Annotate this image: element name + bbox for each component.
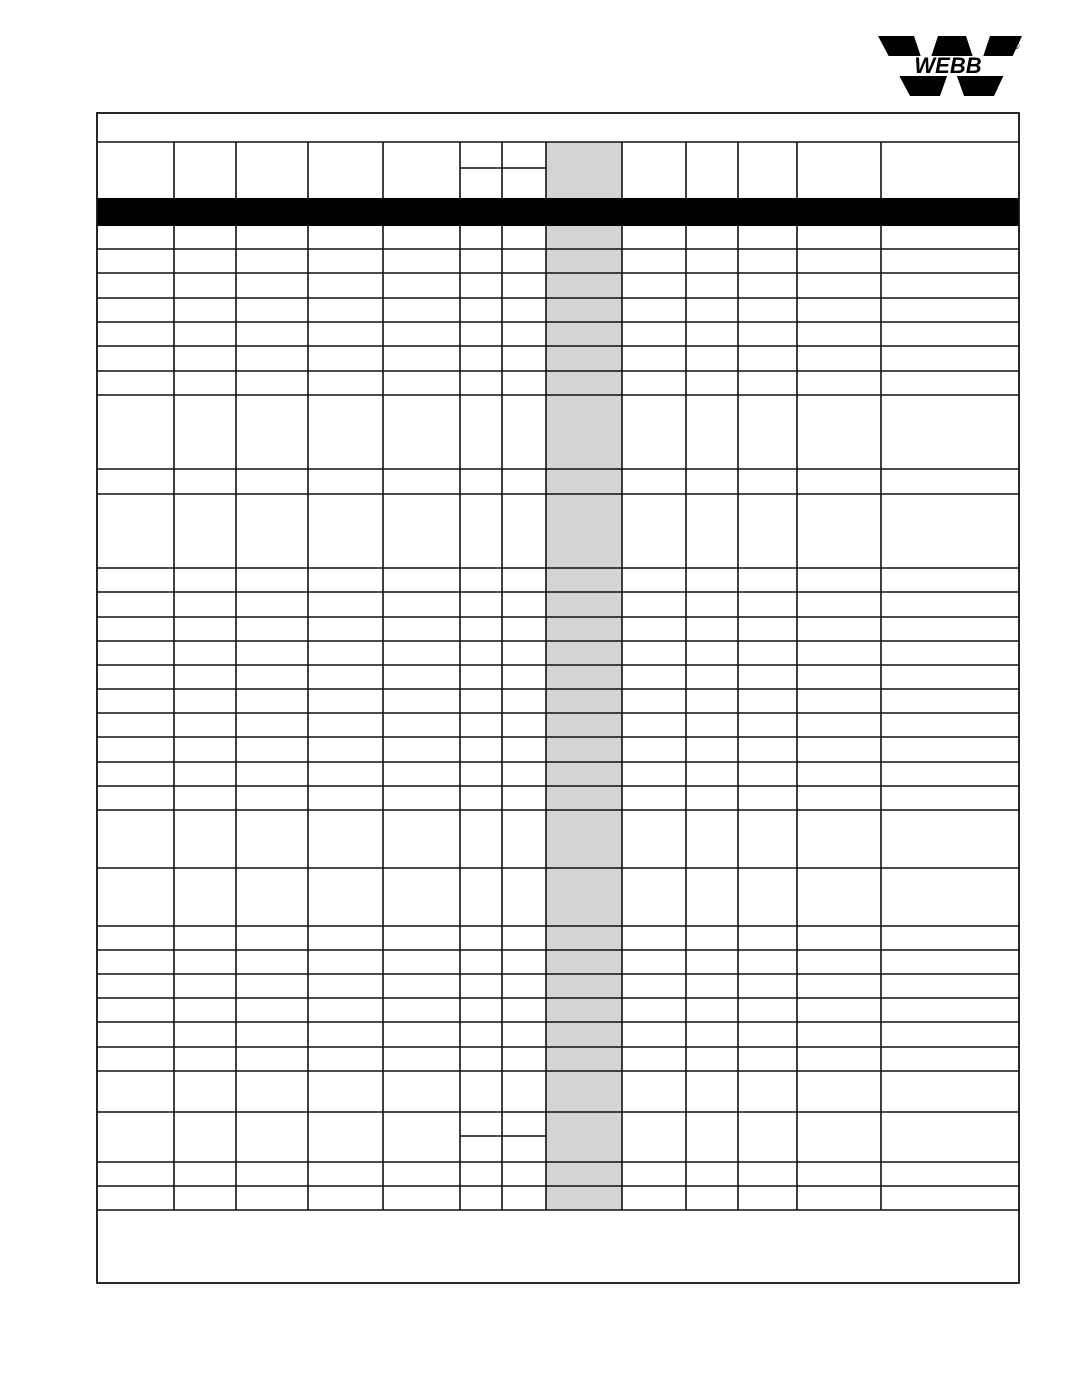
logo-registered-mark: ®: [1013, 41, 1020, 51]
webb-logo-icon: [876, 36, 1022, 96]
section-band: [97, 198, 1019, 226]
logo-text: WEBB: [914, 53, 982, 78]
highlight-column: [546, 142, 622, 1210]
